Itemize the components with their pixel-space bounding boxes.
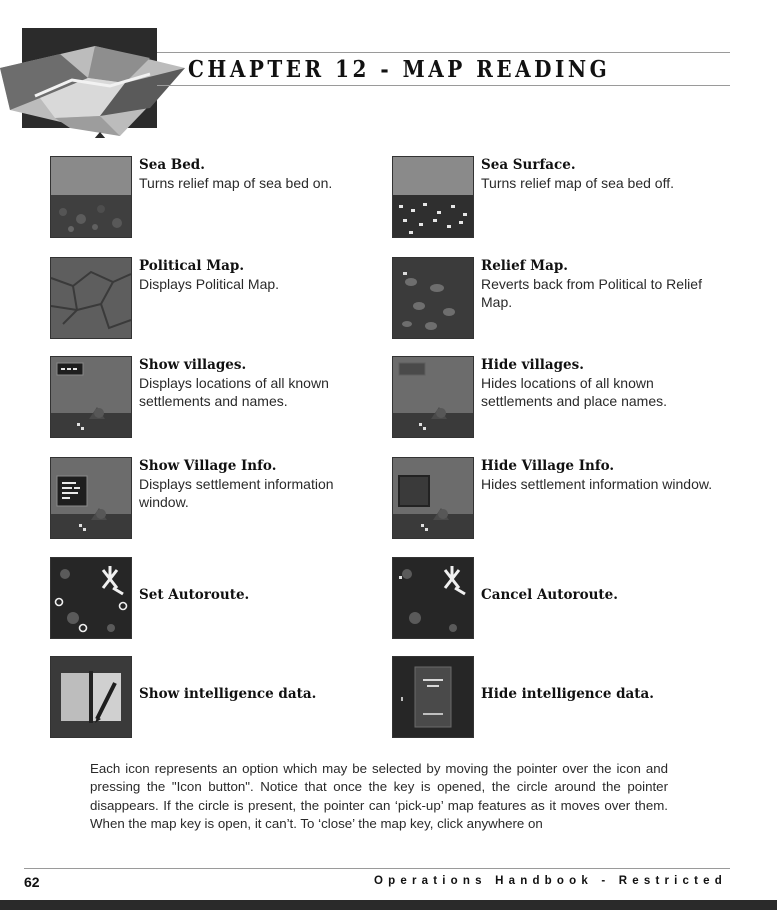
entry-text <box>481 457 721 493</box>
entry-text <box>481 156 721 192</box>
hide-intelligence-icon <box>392 656 474 738</box>
show-villages-icon <box>50 356 132 438</box>
entry-hide-intelligence <box>392 656 722 744</box>
entry-description: Reverts back from Political to Relief Map. <box>481 276 702 310</box>
chapter-title: CHAPTER 12 - MAP READING <box>188 55 611 83</box>
entry-description: Hides settlement information window. <box>481 476 713 492</box>
entry-description: Turns relief map of sea bed off. <box>481 175 674 191</box>
camouflage-map-illustration <box>0 28 190 138</box>
entry-text <box>481 356 721 410</box>
footer-rule <box>24 868 730 869</box>
entry-title: Set Autoroute. <box>139 587 250 603</box>
entry-sea-surface <box>392 156 722 244</box>
entry-show-intelligence <box>50 656 380 744</box>
entry-title: Relief Map. <box>481 258 568 274</box>
entry-description: Displays Political Map. <box>139 276 280 292</box>
entry-text <box>139 586 379 604</box>
entry-title: Hide villages. <box>481 357 584 373</box>
entry-description: Hides locations of all known settlements and place names. <box>481 375 667 409</box>
page-number: 62 <box>24 874 40 890</box>
header-rule-top <box>157 52 730 53</box>
entry-text <box>139 356 379 410</box>
entry-title: Political Map. <box>139 258 245 274</box>
entry-title: Hide intelligence data. <box>481 686 654 702</box>
sea-bed-icon <box>50 156 132 238</box>
entry-show-village-info <box>50 457 380 545</box>
relief-map-icon <box>392 257 474 339</box>
entry-title: Show intelligence data. <box>139 686 317 702</box>
entry-title: Show villages. <box>139 357 247 373</box>
entry-description: Displays locations of all known settlements and names. <box>139 375 329 409</box>
entry-description: Displays settlement information window. <box>139 476 334 510</box>
entry-text <box>139 156 379 192</box>
entry-title: Hide Village Info. <box>481 458 615 474</box>
entry-title: Cancel Autoroute. <box>481 587 618 603</box>
entry-text <box>139 685 379 703</box>
entry-set-autoroute <box>50 557 380 645</box>
entry-text <box>139 457 379 511</box>
bottom-edge-bar <box>0 900 777 910</box>
hide-villages-icon <box>392 356 474 438</box>
entry-description: Turns relief map of sea bed on. <box>139 175 333 191</box>
header-rule-bottom <box>157 85 730 86</box>
entry-cancel-autoroute <box>392 557 722 645</box>
entry-show-villages <box>50 356 380 444</box>
entry-text <box>481 257 721 311</box>
entry-hide-villages <box>392 356 722 444</box>
entry-title: Sea Surface. <box>481 157 576 173</box>
entry-title: Show Village Info. <box>139 458 277 474</box>
entry-text <box>481 586 721 604</box>
entry-relief-map <box>392 257 722 345</box>
hide-village-info-icon <box>392 457 474 539</box>
entry-hide-village-info <box>392 457 722 545</box>
body-paragraph: Each icon represents an option which may be selected by moving the pointer over the icon and pressing the "Icon button". Notice that once the key is opened, the circle around the pointer disappears. If the circle is present, the pointer can ‘pick-up’ map features as it moves over them. When the map key is open, it can’t. To ‘close’ the map key, click anywhere on <box>90 761 668 831</box>
entry-political-map <box>50 257 380 345</box>
entry-text <box>139 257 379 293</box>
running-footer-title: Operations Handbook - Restricted <box>374 875 727 887</box>
entry-title: Sea Bed. <box>139 157 205 173</box>
entry-text <box>481 685 721 703</box>
set-autoroute-icon <box>50 557 132 639</box>
cancel-autoroute-icon <box>392 557 474 639</box>
political-map-icon <box>50 257 132 339</box>
entry-sea-bed <box>50 156 380 244</box>
show-intelligence-icon <box>50 656 132 738</box>
sea-surface-icon <box>392 156 474 238</box>
show-village-info-icon <box>50 457 132 539</box>
